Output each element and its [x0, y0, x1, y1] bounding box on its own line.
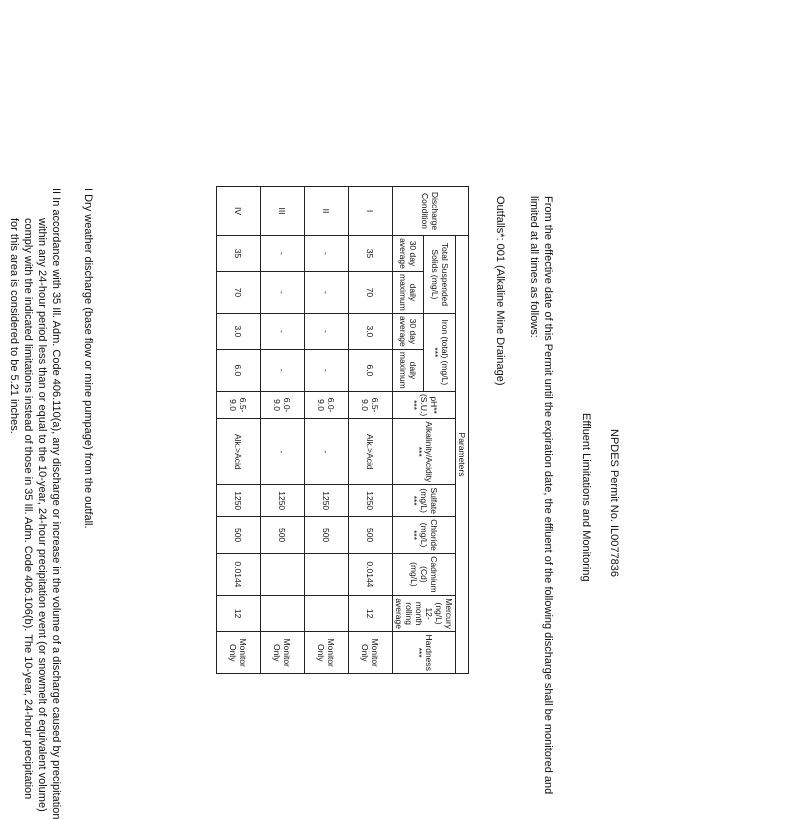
condition-cell: II: [305, 187, 349, 236]
tss-max-header: daily maximum: [393, 271, 425, 313]
table-cell: -: [305, 349, 349, 391]
table-cell: [261, 554, 305, 596]
table-cell: -: [305, 271, 349, 313]
rotated-document: [0, 166, 634, 819]
table-cell: -: [305, 419, 349, 485]
cadmium-header: Cadmium (Cd) (mg/L): [393, 554, 456, 596]
table-cell: -: [305, 313, 349, 349]
chloride-header: Chloride (mg/L) ***: [393, 517, 456, 554]
outfall-line: Outfalls*: 001 (Alkaline Mine Drainage): [494, 196, 506, 386]
footnote-precip-1: II In accordance with 35 Ill. Adm. Code 406.110(a), any discharge or increase in the volume of a discharge caused by precipitation: [50, 188, 62, 819]
intro-line-1: From the effective date of this Permit until the expiration date, the effluent of the following discharge shall be monitored and: [542, 196, 554, 795]
hardness-header: Hardness ***: [393, 632, 456, 674]
table-cell: -: [261, 271, 305, 313]
table-cell: Monitor Only: [349, 632, 393, 674]
intro-line-2: limited at all times as follows:: [528, 196, 540, 338]
table-row: [217, 187, 261, 674]
table-cell: 1250: [261, 485, 305, 517]
table-cell: 70: [349, 271, 393, 313]
effluent-limits-table: [216, 186, 469, 674]
table-cell: 35: [217, 236, 261, 272]
table-cell: 70: [217, 271, 261, 313]
discharge-condition-header: Discharge Condition: [393, 187, 469, 236]
table-cell: [305, 595, 349, 632]
table-cell: 35: [349, 236, 393, 272]
table-row: [261, 187, 305, 674]
table-cell: 3.0: [349, 313, 393, 349]
condition-cell: IV: [217, 187, 261, 236]
table-cell: [261, 595, 305, 632]
table-cell: -: [261, 313, 305, 349]
ph-header: pH** (S.U.) ***: [393, 391, 456, 418]
table-cell: -: [261, 236, 305, 272]
iron-max-header: daily maximum: [393, 349, 425, 391]
table-cell: Alk.>Acid: [349, 419, 393, 485]
table-cell: 6.0-9.0: [305, 391, 349, 418]
table-cell: 500: [217, 517, 261, 554]
table-cell: 6.0-9.0: [261, 391, 305, 418]
alkalinity-header: Alkalinity/Acidity ***: [393, 419, 456, 485]
tss-avg-header: 30 day average: [393, 236, 425, 272]
table-cell: Alk.>Acid: [217, 419, 261, 485]
table-cell: Monitor Only: [217, 632, 261, 674]
iron-header: Iron (total) (mg/L) ***: [424, 313, 456, 391]
table-cell: 0.0144: [217, 554, 261, 596]
table-cell: 12: [349, 595, 393, 632]
table-cell: 0.0144: [349, 554, 393, 596]
table-cell: [305, 554, 349, 596]
table-cell: 3.0: [217, 313, 261, 349]
table-cell: 500: [305, 517, 349, 554]
table-cell: -: [261, 419, 305, 485]
table-cell: 1250: [305, 485, 349, 517]
table-row: [305, 187, 349, 674]
table-cell: 6.0: [217, 349, 261, 391]
table-row: [349, 187, 393, 674]
table-cell: Monitor Only: [305, 632, 349, 674]
table-cell: 1250: [217, 485, 261, 517]
condition-cell: I: [349, 187, 393, 236]
table-cell: Monitor Only: [261, 632, 305, 674]
table-cell: -: [305, 236, 349, 272]
footnote-precip-4: for this area is considered to be 5.21 inches.: [8, 218, 20, 434]
footnote-dry-weather: I Dry weather discharge (base flow or mine pumpage) from the outfall.: [82, 188, 94, 529]
page-title: Effluent Limitations and Monitoring: [580, 413, 592, 582]
table-cell: 6.5-9.0: [349, 391, 393, 418]
footnote-precip-2: within any 24-hour period less than or equal to the 10-year, 24-hour precipitation event (or snowmelt of equivalent volume): [36, 218, 48, 812]
iron-avg-header: 30 day average: [393, 313, 425, 349]
tss-header: Total Suspended Solids (mg/L): [424, 236, 456, 314]
table-cell: 500: [349, 517, 393, 554]
table-cell: 6.5-9.0: [217, 391, 261, 418]
table-cell: 500: [261, 517, 305, 554]
mercury-header: Mercury (ng/L) 12-month rolling average: [393, 595, 456, 632]
sulfate-header: Sulfate (mg/L) ***: [393, 485, 456, 517]
table-cell: -: [261, 349, 305, 391]
condition-cell: III: [261, 187, 305, 236]
permit-number: NPDES Permit No. IL0077836: [608, 429, 620, 577]
footnote-precip-3: comply with the indicated limitations instead of those in 35 Ill. Adm. Code 406.106(b). The 10-year, 24-hour precipitation: [22, 218, 34, 800]
table-cell: 1250: [349, 485, 393, 517]
parameters-header: Parameters: [456, 236, 469, 674]
table-cell: 6.0: [349, 349, 393, 391]
table-cell: 12: [217, 595, 261, 632]
